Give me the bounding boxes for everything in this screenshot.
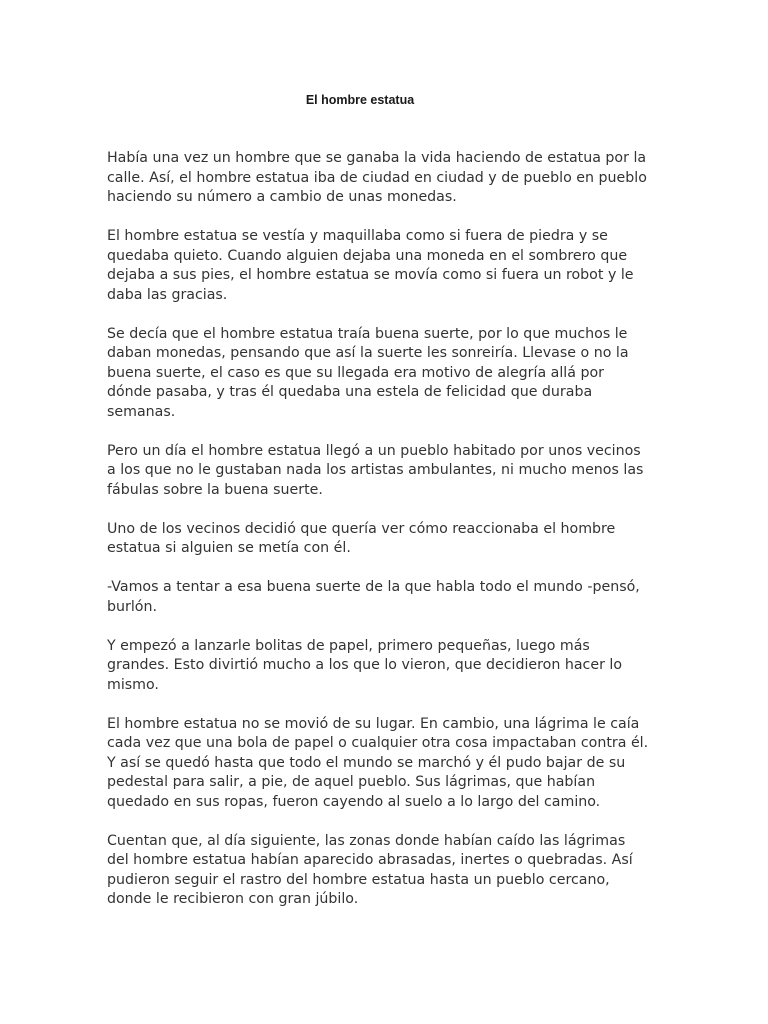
body-paragraph — [107, 520, 677, 559]
text-line: dónde pasaba, y tras él quedaba una estela de felicidad que duraba — [107, 384, 593, 400]
document-body — [107, 149, 677, 929]
text-line: daba las gracias. — [107, 286, 228, 303]
text-line: calle. Así, el hombre estatua iba de ciudad en ciudad y de pueblo en pueblo — [107, 169, 647, 186]
text-line: grandes. Esto divirtió mucho a los que lo vieron, que decidieron hacer lo — [107, 657, 623, 673]
text-line: cada vez que una bola de papel o cualquier otra cosa impactaban contra él. — [107, 735, 649, 751]
text-line: Cuentan que, al día siguiente, las zonas donde habían caído las lágrimas — [107, 832, 626, 849]
text-line: dejaba a sus pies, el hombre estatua se movía como si fuera un robot y le — [107, 267, 634, 283]
text-line: Y empezó a lanzarle bolitas de papel, primero pequeñas, luego más — [107, 637, 590, 654]
text-line: Pero un día el hombre estatua llegó a un pueblo habitado por unos vecinos — [107, 442, 641, 459]
text-line: El hombre estatua se vestía y maquillaba como si fuera de piedra y se — [107, 228, 608, 244]
text-line: estatua si alguien se metía con él. — [107, 540, 351, 556]
text-line: -Vamos a tentar a esa buena suerte de la que habla todo el mundo -pensó, — [107, 579, 640, 595]
text-line: Uno de los vecinos decidió que quería ver cómo reaccionaba el hombre — [107, 520, 616, 537]
text-line: pedestal para salir, a pie, de aquel pueblo. Sus lágrimas, que habían — [107, 774, 596, 790]
body-paragraph — [107, 325, 677, 423]
body-paragraph — [107, 578, 677, 617]
text-line: burlón. — [107, 598, 157, 615]
text-line: haciendo su número a cambio de unas monedas. — [107, 189, 457, 205]
body-paragraph — [107, 637, 677, 696]
body-paragraph — [107, 715, 677, 813]
text-line: a los que no le gustaban nada los artistas ambulantes, ni mucho menos las — [107, 462, 644, 478]
text-line: donde le recibieron con gran júbilo. — [107, 891, 359, 907]
text-line: fábulas sobre la buena suerte. — [107, 481, 323, 498]
text-line: semanas. — [107, 403, 176, 420]
text-line: del hombre estatua habían aparecido abrasadas, inertes o quebradas. Así — [107, 852, 633, 868]
body-paragraph — [107, 832, 677, 910]
text-line: buena suerte, el caso es que su llegada era motivo de alegría allá por — [107, 364, 604, 381]
text-line: Y así se quedó hasta que todo el mundo se marchó y él pudo bajar de su — [107, 754, 626, 771]
document-title: El hombre estatua — [305, 93, 415, 107]
text-line: Se decía que el hombre estatua traía buena suerte, por lo que muchos le — [107, 325, 628, 342]
body-paragraph — [107, 442, 677, 501]
text-line: pudieron seguir el rastro del hombre estatua hasta un pueblo cercano, — [107, 871, 610, 888]
text-line: daban monedas, pensando que así la suerte les sonreiría. Llevase o no la — [107, 345, 629, 361]
text-line: El hombre estatua no se movió de su lugar. En cambio, una lágrima le caía — [107, 715, 640, 732]
body-paragraph — [107, 149, 677, 208]
body-paragraph — [107, 227, 677, 305]
text-line: quedado en sus ropas, fueron cayendo al suelo a lo largo del camino. — [107, 793, 601, 810]
text-line: quedaba quieto. Cuando alguien dejaba una moneda en el sombrero que — [107, 247, 628, 264]
text-line: Había una vez un hombre que se ganaba la vida haciendo de estatua por la — [107, 150, 647, 166]
text-line: mismo. — [107, 676, 159, 693]
